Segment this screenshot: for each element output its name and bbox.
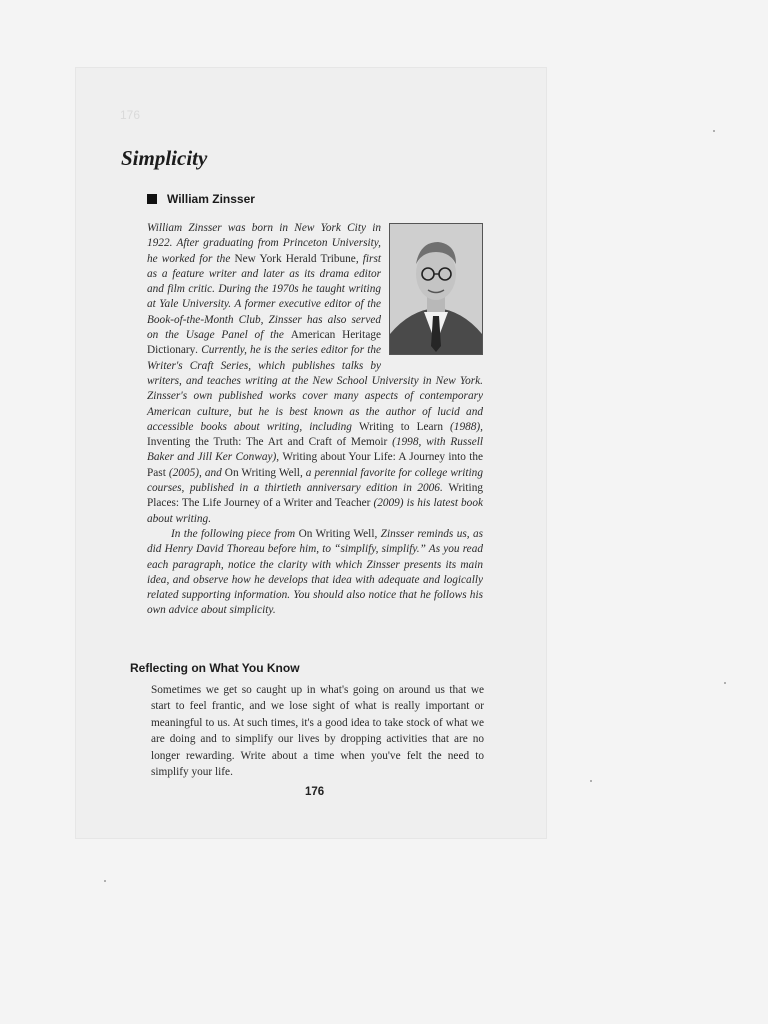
text-run: Writing to Learn: [359, 420, 443, 433]
bleed-through-running-head: 176: [120, 108, 141, 122]
author-line: [147, 192, 255, 206]
text-run: , Zinsser reminds us, as did Henry David Thoreau before him, to “simplify, simplify.” As you read each paragraph, notice the clarity with which Zinsser presents its main idea, and observe how he develops that idea with adequate and logically related supporting information. You should also notice that he follows his own advice about simplicity.: [147, 527, 483, 617]
intro-paragraph: [147, 527, 483, 619]
section-heading: Reflecting on What You Know: [130, 661, 300, 675]
text-run: (1998, with Russell Baker and Jill Ker Conway),: [147, 436, 484, 464]
text-run: American Heritage Dictionary: [147, 329, 381, 357]
text-run: New York Herald Tribune: [234, 252, 356, 265]
text-run: (1988),: [442, 420, 483, 433]
text-run: In the following piece from: [171, 527, 299, 540]
text-run: On Writing Well: [298, 527, 375, 540]
text-run: , a perennial favorite for college writing courses, published in a thirtieth anniversary edition in 2006.: [147, 466, 483, 495]
text-run: , first as a feature writer and later as its drama editor and film critic. During the 1970s he taught writing at Yale University. A former executive editor of the Book-of-the-Month Club, Zinsser has also served on the Usage Panel of the: [147, 252, 381, 342]
bio-paragraph: [147, 221, 483, 527]
text-run: . Currently, he is the series editor for the Writer's Craft Series, which publishes talks by writers, and teaches writing at the New School University in New York. Zinsser's own published works cover many aspects of contemporary American culture, but he is best known as the author of lucid and accessible books about writing, including: [147, 344, 483, 433]
text-run: Inventing the Truth: The Art and Craft of Memoir: [147, 436, 388, 449]
reflection-prompt: Sometimes we get so caught up in what's going on around us that we start to feel frantic, and we lose sight of what is really important or meaningful to us. At such times, it's a good idea to take stock of what we are doing and to simplify our lives by dropping activities that are no longer rewarding. Write about a time when you've felt the need to simplify your life.: [151, 684, 484, 779]
essay-title: Simplicity: [121, 146, 208, 170]
text-run: Writing Places: The Life Journey of a Writer and Teacher: [147, 482, 483, 510]
scan-speck: [590, 780, 592, 782]
scan-speck: [724, 682, 726, 684]
author-name: William Zinsser: [167, 192, 255, 206]
bullet-square-icon: [147, 194, 157, 204]
intro-text: [147, 528, 483, 616]
page-number: 176: [305, 786, 325, 798]
scan-speck: [104, 880, 106, 882]
text-run: On Writing Well: [224, 466, 300, 479]
text-run: (2009) is his latest book about writing.: [147, 497, 483, 525]
text-run: Writing about Your Life: A Journey into the Past: [147, 451, 483, 479]
author-portrait-photo: [389, 223, 483, 355]
author-biography: [147, 221, 483, 619]
text-run: William Zinsser was born in New York City in 1922. After graduating from Princeton University, he worked for the: [147, 222, 381, 265]
scan-speck: [713, 130, 715, 132]
text-run: (2005), and: [165, 466, 225, 479]
